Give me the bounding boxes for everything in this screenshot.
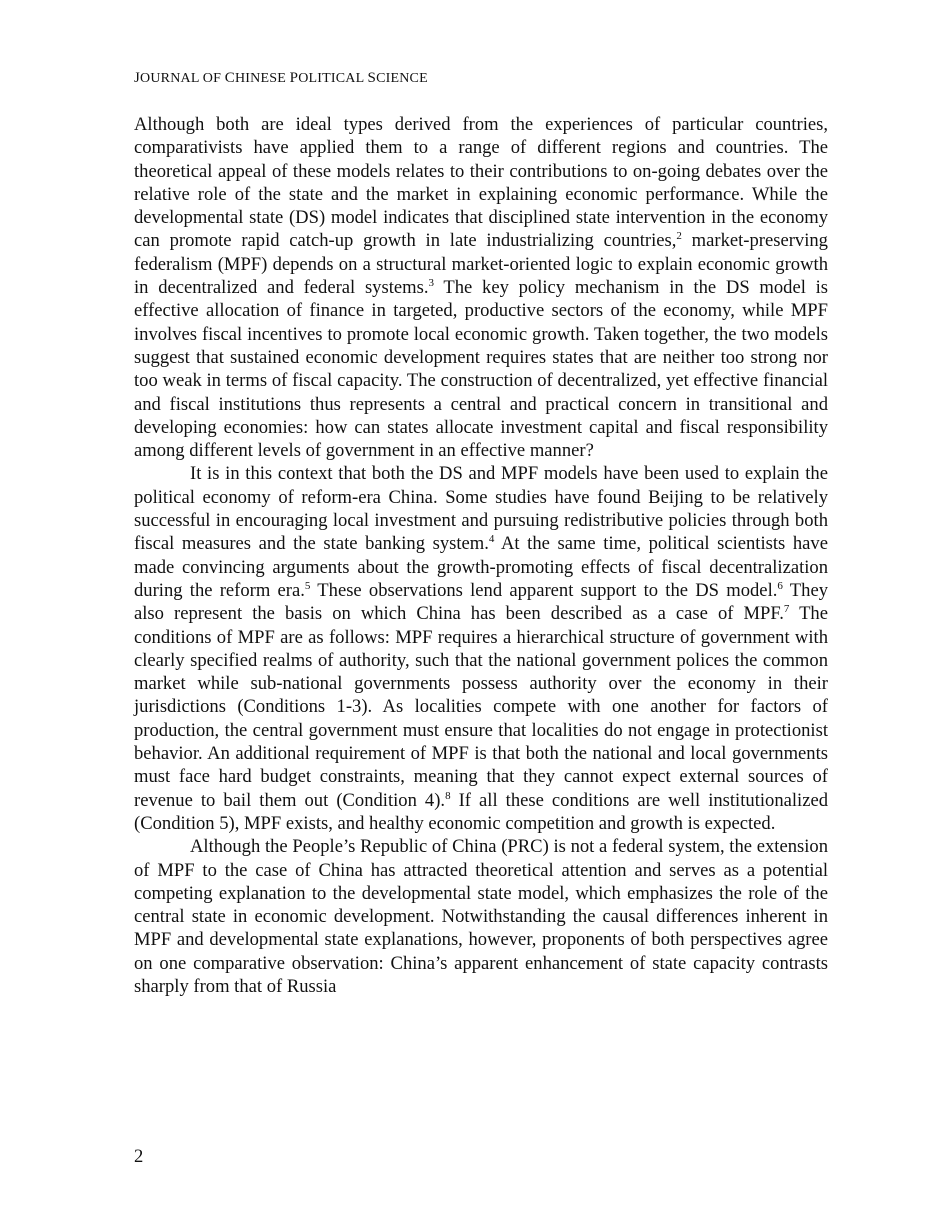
header-word: SCIENCE [367, 70, 428, 86]
footnote-ref[interactable]: 8 [445, 789, 451, 802]
paragraph-1: Although both are ideal types derived from the experiences of particular countries, comparativists have applied them to a range of different regions and countries. The theoretical appeal of these models relates to their contributions to on-going debates over the relative role of the state and the market in explaining economic performance. While the developmental state (DS) model indicates that disciplined state intervention in the economy can promote rapid catch-up growth in late industrializing countries,$^2$ market-preserving federalism (MPF) depends on a structural market-oriented logic to explain economic growth in decentralized and federal systems.$^3$ The key policy mechanism in the DS model is effective allocation of finance in targeted, productive sectors of the economy, while MPF involves fiscal incentives to promote local economic growth. Taken together, the two models suggest that sustained economic development requires states that are neither too strong nor too weak in terms of fiscal capacity. The construction of decentralized, yet effective financial and fiscal institutions thus represents a central and practical concern in transitional and developing economies: how can states allocate investment capital and fiscal responsibility among different levels of government in an effective manner? [134, 114, 829, 462]
footnote-ref[interactable]: 7 [783, 603, 790, 616]
footnote-ref[interactable]: 3 [428, 277, 434, 290]
header-word: CHINESE [224, 70, 290, 86]
body-text [134, 113, 828, 998]
footnote-ref[interactable]: 6 [777, 579, 783, 592]
header-word: JOURNAL OF [134, 70, 225, 86]
footnote-ref[interactable]: 2 [676, 230, 682, 243]
footnote-ref[interactable]: 4 [488, 533, 495, 546]
footnote-ref[interactable]: 5 [304, 579, 311, 592]
running-header [134, 70, 428, 87]
page-number: 2 [134, 1146, 144, 1167]
header-word: POLITICAL [289, 70, 368, 86]
paragraph-3: Although the People’s Republic of China (PRC) is not a federal system, the extension of MPF to the case of China has attracted theoretical attention and serves as a potential competing explanation to the developmental state model, which emphasizes the role of the central state in economic development. Notwithstanding the causal differences inherent in MPF and developmental state explanations, however, proponents of both perspectives agree on one comparative observation: China’s apparent enhancement of state capacity contrasts sharply from that of Russia [134, 836, 828, 997]
paragraph-2: It is in this context that both the DS and MPF models have been used to explain the political economy of reform-era China. Some studies have found Beijing to be relatively successful in encouraging local investment and pursuing redistributive policies through both fiscal measures and the state banking system.$^4$ At the same time, political scientists have made convincing arguments about the growth-promoting effects of fiscal decentralization during the reform era.$^5$ These observations lend apparent support to the DS model.$^6$ They also represent the basis on which China has been described as a case of MPF.$^7$ The conditions of MPF are as follows: MPF requires a hierarchical structure of government with clearly specified realms of authority, such that the national government polices the common market while sub-national governments possess authority over the economy in their jurisdictions (Conditions 1-3). As localities compete with one another for factors of production, the central government must ensure that localities do not engage in protectionist behavior. An additional requirement of MPF is that both the national and local governments must face hard budget constraints, meaning that they cannot expect external sources of revenue to bail them out (Condition 4).$^8$ If all these conditions are well institutionalized (Condition 5), MPF exists, and healthy economic competition and growth is expected. [134, 463, 829, 834]
